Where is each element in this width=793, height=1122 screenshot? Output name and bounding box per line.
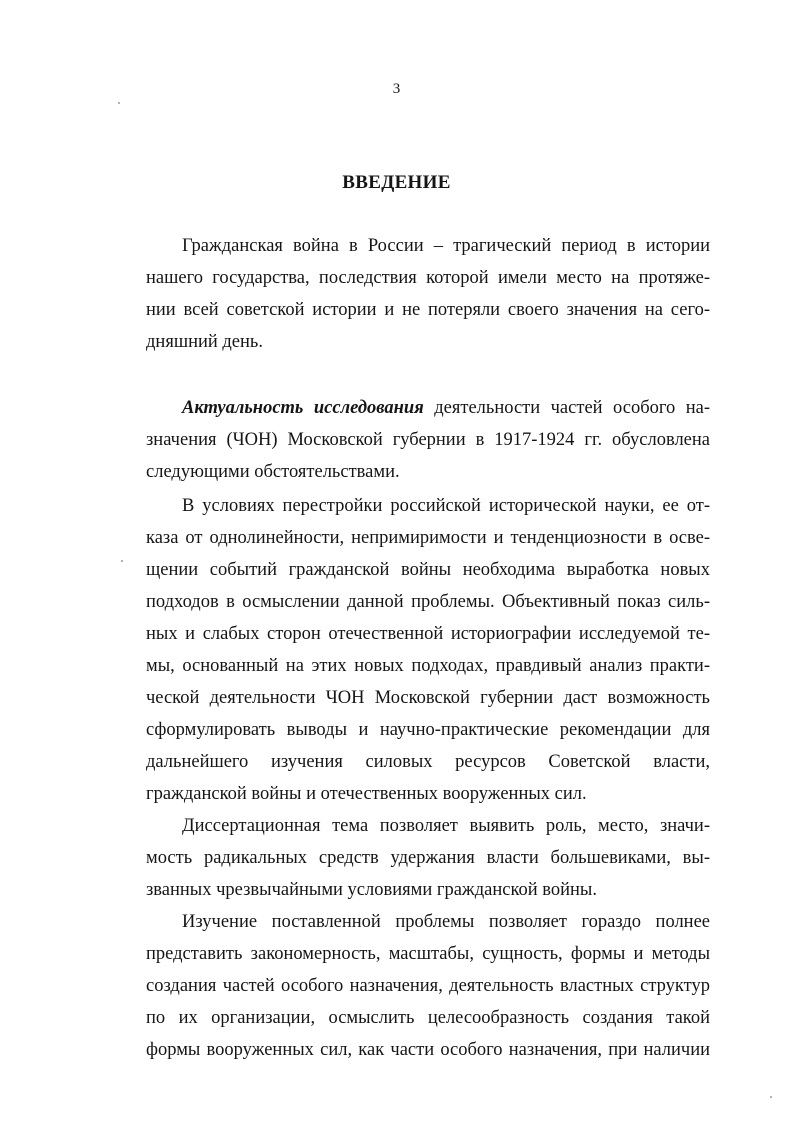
page-number: 3	[392, 81, 401, 97]
text-line: каза от однолинейности, непримиримости и тенденциозности в осве-	[146, 528, 710, 548]
paragraph-study	[146, 906, 710, 1066]
scan-speck	[121, 560, 123, 562]
paragraph-thesis	[146, 810, 710, 906]
text-line: дняшний день.	[146, 332, 263, 352]
text-line: мы, основанный на этих новых подходах, правдивый анализ практи-	[146, 656, 710, 676]
text-line: формы вооруженных сил, как части особого назначения, при наличии	[146, 1040, 710, 1060]
text-line: Диссертационная тема позволяет выявить роль, место, значи-	[182, 816, 710, 836]
paragraph-relevance	[146, 392, 710, 488]
text-line: ных и слабых сторон отечественной историографии исследуемой те-	[146, 624, 710, 644]
section-heading: ВВЕДЕНИЕ	[342, 172, 451, 193]
text-line: нашего государства, последствия которой имели место на протяже-	[146, 268, 710, 288]
text-line: значения (ЧОН) Московской губернии в 1917-1924 гг. обусловлена	[146, 430, 710, 450]
text-line: представить закономерность, масштабы, сущность, формы и методы	[146, 944, 710, 964]
text-line: мость радикальных средств удержания власти большевиками, вы-	[146, 848, 710, 868]
text-line: создания частей особого назначения, деятельность властных структур	[146, 976, 710, 996]
text-line: щении событий гражданской войны необходима выработка новых	[146, 560, 710, 580]
text-line: В условиях перестройки российской исторической науки, ее от-	[182, 496, 710, 516]
text-line: гражданской войны и отечественных вооруженных сил.	[146, 784, 587, 804]
text-line: следующими обстоятельствами.	[146, 462, 400, 482]
scan-speck	[118, 102, 120, 104]
text-line: званных чрезвычайными условиями гражданской войны.	[146, 880, 597, 900]
text-line: по их организации, осмыслить целесообразность создания такой	[146, 1008, 710, 1028]
text-fragment: деятельности частей особого на-	[423, 398, 711, 418]
text-line: сформулировать выводы и научно-практические рекомендации для	[146, 720, 710, 740]
scan-speck	[770, 1096, 772, 1098]
text-line: Гражданская война в России – трагический период в истории	[182, 236, 710, 256]
text-line: ческой деятельности ЧОН Московской губернии даст возможность	[146, 688, 710, 708]
emphasis-term: Актуальность исследования	[182, 398, 424, 418]
text-line: Изучение поставленной проблемы позволяет гораздо полнее	[182, 912, 710, 932]
paragraph-conditions	[146, 490, 710, 810]
text-line: дальнейшего изучения силовых ресурсов Советской власти,	[146, 752, 710, 772]
text-line: подходов в осмыслении данной проблемы. Объективный показ силь-	[146, 592, 710, 612]
paragraph-intro	[146, 230, 710, 358]
text-line	[146, 392, 710, 424]
text-line: нии всей советской истории и не потеряли своего значения на сего-	[146, 300, 710, 320]
